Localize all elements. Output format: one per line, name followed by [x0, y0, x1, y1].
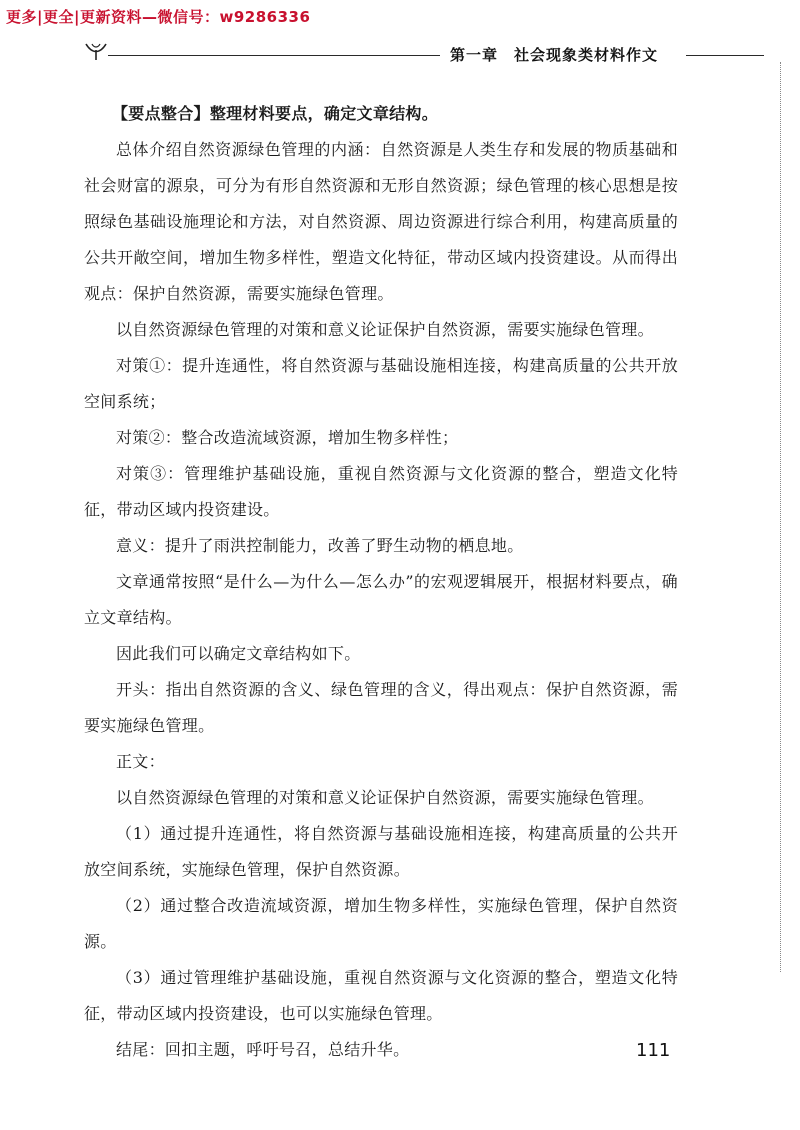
header-rule-left	[108, 55, 440, 56]
section-heading	[84, 96, 678, 132]
paragraph-body-label: 正文：	[116, 752, 165, 771]
header-ornament-icon	[82, 40, 114, 62]
margin-line	[780, 62, 781, 972]
paragraph-opening: 开头：指出自然资源的含义、绿色管理的含义，得出观点：保护自然资源，需要实施绿色管理。	[84, 680, 678, 735]
chapter-title: 第一章 社会现象类材料作文	[450, 46, 659, 64]
main-content	[84, 96, 678, 1068]
heading-text: 整理材料要点，确定文章结构。	[209, 104, 439, 123]
paragraph-measure-1: 对策①：提升连通性，将自然资源与基础设施相连接，构建高质量的公共开放空间系统；	[84, 356, 678, 411]
paragraph-body-argument: 以自然资源绿色管理的对策和意义论证保护自然资源，需要实施绿色管理。	[116, 788, 654, 807]
paragraph-argument: 以自然资源绿色管理的对策和意义论证保护自然资源，需要实施绿色管理。	[116, 320, 654, 339]
paragraph-intro: 总体介绍自然资源绿色管理的内涵：自然资源是人类生存和发展的物质基础和社会财富的源泉，可分为有形自然资源和无形自然资源；绿色管理的核心思想是按照绿色基础设施理论和方法，对自然资源、周边资源进行综合利用，构建高质量的公共开敞空间，增加生物多样性，塑造文化特征，带动区域内投资建设。从而得出观点：保护自然资源，需要实施绿色管理。	[84, 140, 678, 303]
paragraph-measure-2: 对策②：整合改造流域资源，增加生物多样性；	[116, 428, 459, 447]
paragraph-body-point-1: （1）通过提升连通性，将自然资源与基础设施相连接，构建高质量的公共开放空间系统，实施绿色管理，保护自然资源。	[84, 824, 678, 879]
paragraph-body-point-3: （3）通过管理维护基础设施，重视自然资源与文化资源的整合，塑造文化特征，带动区域内投资建设，也可以实施绿色管理。	[84, 968, 678, 1023]
paragraph-body-point-2: （2）通过整合改造流域资源，增加生物多样性，实施绿色管理，保护自然资源。	[84, 896, 678, 951]
header-rule-right	[686, 55, 764, 56]
heading-tag: 【要点整合】	[112, 104, 210, 123]
paragraph-logic: 文章通常按照“是什么—为什么—怎么办”的宏观逻辑展开，根据材料要点，确立文章结构。	[84, 572, 678, 627]
paragraph-ending: 结尾：回扣主题，呼吁号召，总结升华。	[116, 1040, 410, 1059]
paragraph-measure-3: 对策③：管理维护基础设施，重视自然资源与文化资源的整合，塑造文化特征，带动区域内投资建设。	[84, 464, 678, 519]
watermark-text: 更多|更全|更新资料—微信号：w9286336	[6, 8, 311, 26]
page-number: 111	[636, 1040, 671, 1061]
paragraph-structure-intro: 因此我们可以确定文章结构如下。	[116, 644, 361, 663]
paragraph-significance: 意义：提升了雨洪控制能力，改善了野生动物的栖息地。	[116, 536, 524, 555]
